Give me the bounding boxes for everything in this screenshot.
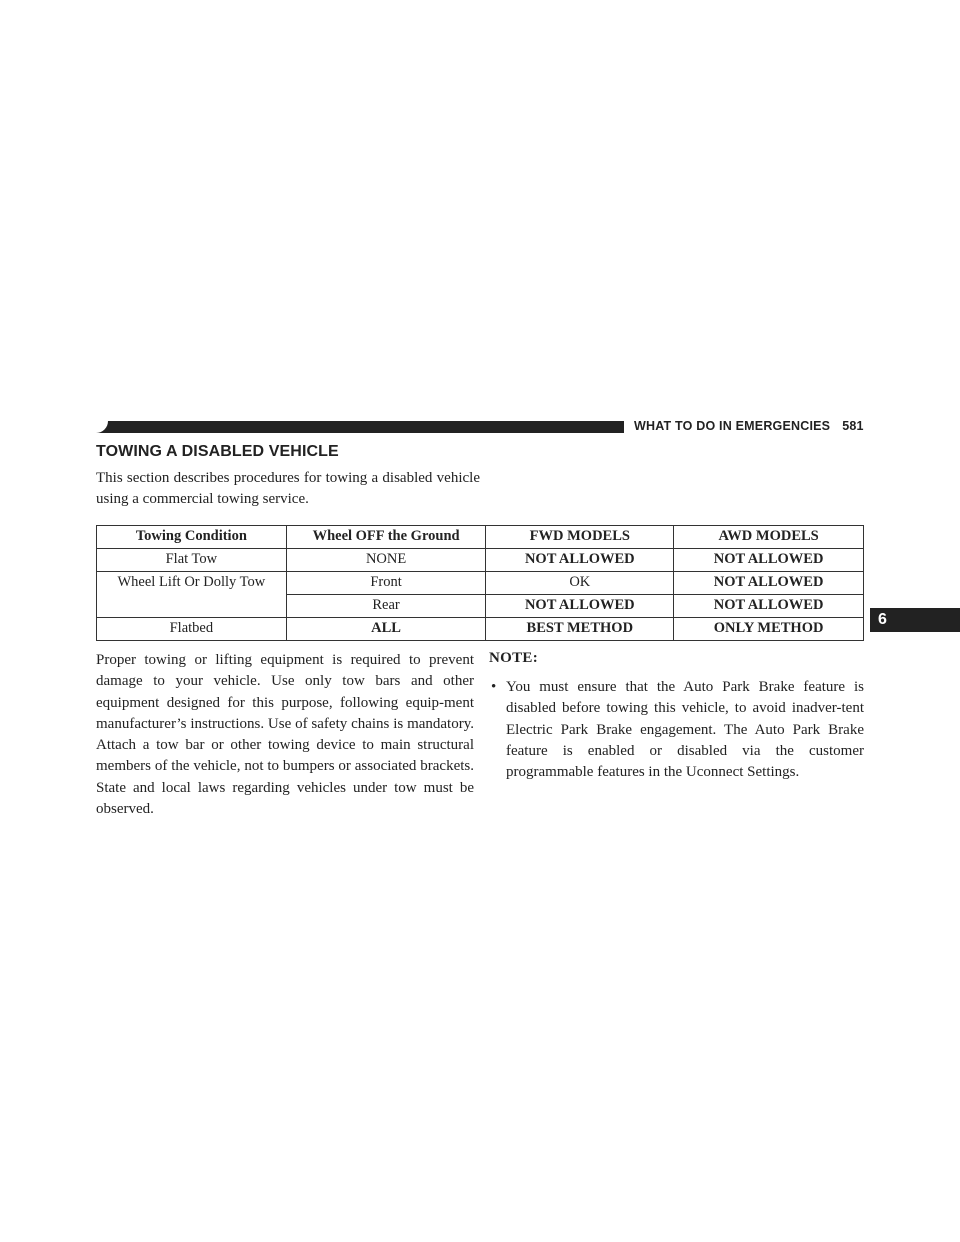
chapter-tab: 6: [870, 608, 960, 632]
table-cell-awd: NOT ALLOWED: [674, 549, 864, 572]
table-cell-condition: Wheel Lift Or Dolly Tow: [97, 572, 287, 618]
running-header: [634, 419, 864, 433]
table-row: [97, 618, 864, 641]
table-header-row: [97, 526, 864, 549]
page-number: 581: [842, 419, 864, 433]
intro-paragraph: This section describes procedures for towing a disabled vehicle using a commercial towing service.: [96, 470, 480, 507]
table-cell-wheel: NONE: [286, 549, 486, 572]
table-header-cell: Towing Condition: [97, 526, 287, 549]
table-header-cell: AWD MODELS: [674, 526, 864, 549]
header-section-title: WHAT TO DO IN EMERGENCIES: [634, 419, 831, 433]
table-cell-wheel: ALL: [286, 618, 486, 641]
table-row: [97, 549, 864, 572]
table-cell-wheel: Front: [286, 572, 486, 595]
table-cell-wheel: Rear: [286, 595, 486, 618]
towing-equipment-paragraph: Proper towing or lifting equipment is required to prevent damage to your vehicle. Use only tow bars and other equipment designed for this purpose, following equip-ment manufacturer’s instructions. Use of safety chains is mandatory. Attach a tow bar or other towing device to main structural members of the vehicle, not to bumpers or associated brackets. State and local laws regarding vehicles under tow must be observed.: [96, 652, 474, 818]
table-cell-condition: Flat Tow: [97, 549, 287, 572]
note-label: NOTE:: [489, 650, 539, 666]
bullet-marker: •: [491, 679, 497, 695]
table-cell-fwd: NOT ALLOWED: [486, 595, 674, 618]
towing-table: [96, 525, 864, 641]
table-cell-fwd: OK: [486, 572, 674, 595]
table-cell-awd: NOT ALLOWED: [674, 595, 864, 618]
table-cell-fwd: BEST METHOD: [486, 618, 674, 641]
table-header-cell: FWD MODELS: [486, 526, 674, 549]
header-rule: [96, 421, 624, 433]
section-title: TOWING A DISABLED VEHICLE: [96, 443, 339, 460]
note-bullet-item: You must ensure that the Auto Park Brake feature is disabled before towing this vehicle, to avoid inadver-tent Electric Park Brake engagement. The Auto Park Brake feature is enabled or disabled via the customer programmable features in the Uconnect Settings.: [506, 679, 864, 781]
table-header-cell: Wheel OFF the Ground: [286, 526, 486, 549]
table-cell-awd: ONLY METHOD: [674, 618, 864, 641]
table-row: [97, 572, 864, 595]
table-cell-condition: Flatbed: [97, 618, 287, 641]
table-cell-fwd: NOT ALLOWED: [486, 549, 674, 572]
table-cell-awd: NOT ALLOWED: [674, 572, 864, 595]
